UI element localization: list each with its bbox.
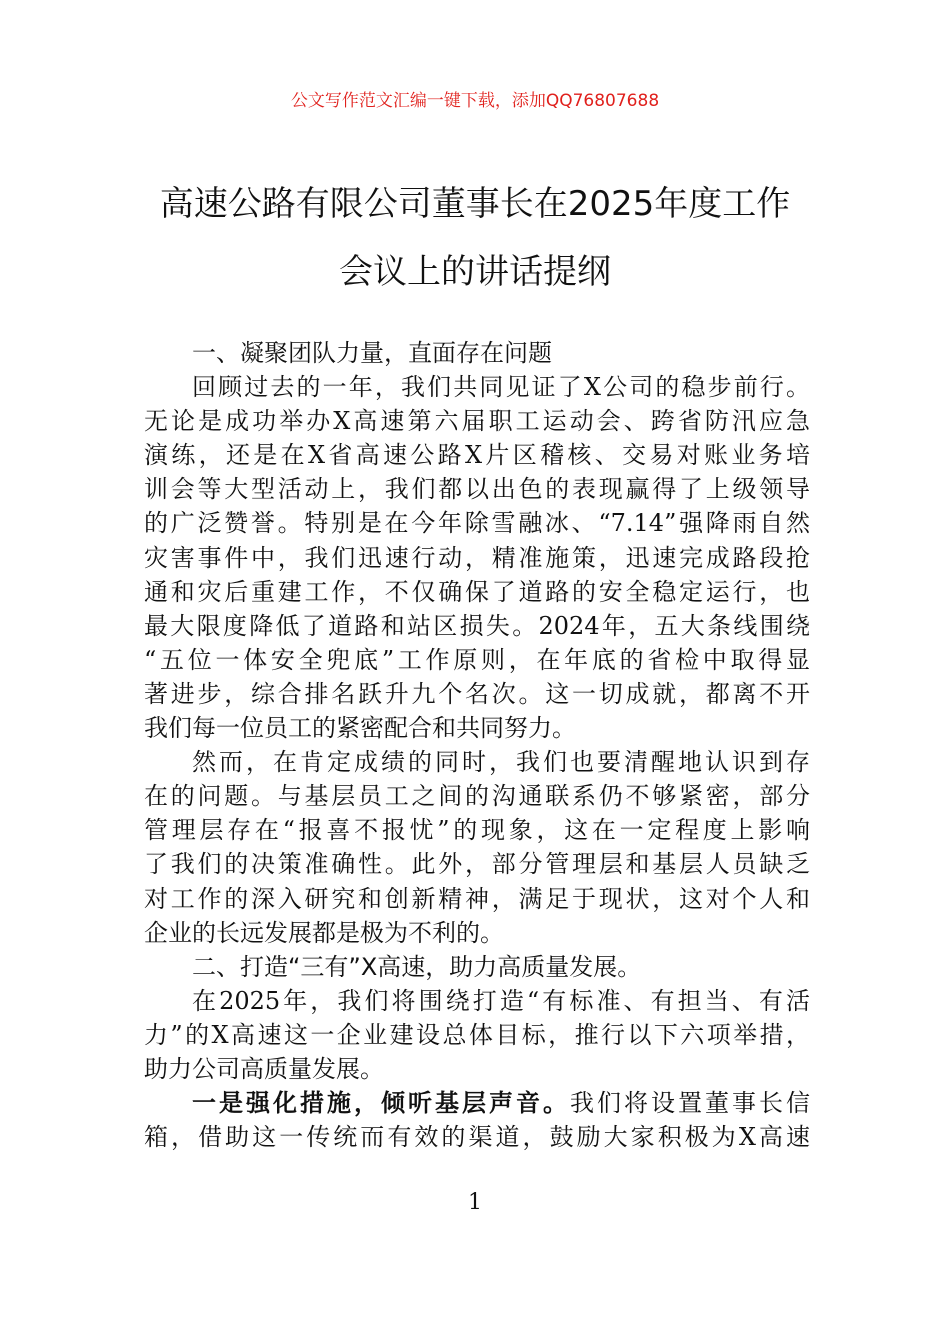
section-heading-2: 二、打造“三有”X高速，助力高质量发展。 (192, 952, 642, 981)
paragraph-line: 箱，借助这一传统而有效的渠道，鼓励大家积极为X高速 (144, 1123, 810, 1152)
document-body (144, 336, 810, 1154)
paragraph-line: 然而，在肯定成绩的同时，我们也要清醒地认识到存 (192, 748, 810, 777)
paragraph-line: 在2025年，我们将围绕打造“有标准、有担当、有活 (192, 986, 810, 1015)
section-heading-1: 一、凝聚团队力量，直面存在问题 (192, 339, 552, 367)
measure-text: 我们将设置董事长信 (570, 1089, 810, 1118)
watermark-text: 公文写作范文汇编一键下载，添加QQ76807688 (290, 91, 660, 111)
paragraph-line: 回顾过去的一年，我们共同见证了X公司的稳步前行。 (192, 373, 810, 402)
page-number: 1 (468, 1190, 482, 1215)
paragraph-line: 灾害事件中，我们迅速行动，精准施策，迅速完成路段抢 (144, 543, 810, 572)
paragraph-line: 企业的长远发展都是极为不利的。 (144, 918, 504, 947)
paragraph-line: 无论是成功举办X高速第六届职工运动会、跨省防汛应急 (144, 407, 810, 436)
paragraph-line: 力”的X高速这一企业建设总体目标，推行以下六项举措， (144, 1020, 810, 1049)
document-title-line-1: 高速公路有限公司董事长在2025年度工作 (159, 184, 791, 224)
paragraph-line: 最大限度降低了道路和站区损失。2024年，五大条线围绕 (144, 611, 810, 640)
paragraph-line: 对工作的深入研究和创新精神，满足于现状，这对个人和 (144, 884, 810, 913)
paragraph-line: 训会等大型活动上，我们都以出色的表现赢得了上级领导 (144, 475, 810, 504)
paragraph-line: 我们每一位员工的紧密配合和共同努力。 (144, 714, 576, 743)
paragraph-line: 了我们的决策准确性。此外，部分管理层和基层人员缺乏 (144, 850, 810, 879)
paragraph-line: 在的问题。与基层员工之间的沟通联系仍不够紧密，部分 (144, 782, 810, 811)
paragraph-line: “五位一体安全兜底”工作原则，在年底的省检中取得显 (144, 645, 810, 674)
paragraph-line: 著进步，综合排名跃升九个名次。这一切成就，都离不开 (144, 679, 810, 708)
document-title-line-2: 会议上的讲话提纲 (339, 252, 611, 292)
paragraph-line: 管理层存在“报喜不报忧”的现象，这在一定程度上影响 (144, 816, 810, 845)
paragraph-line: 通和灾后重建工作，不仅确保了道路的安全稳定运行，也 (144, 577, 810, 606)
measure-heading-bold: 一是强化措施，倾听基层声音。 (192, 1089, 570, 1118)
paragraph-line (144, 1086, 810, 1120)
paragraph-line: 的广泛赞誉。特别是在今年除雪融冰、“7.14”强降雨自然 (144, 509, 810, 538)
paragraph-line: 演练，还是在X省高速公路X片区稽核、交易对账业务培 (144, 441, 810, 470)
paragraph-line: 助力公司高质量发展。 (144, 1054, 384, 1083)
